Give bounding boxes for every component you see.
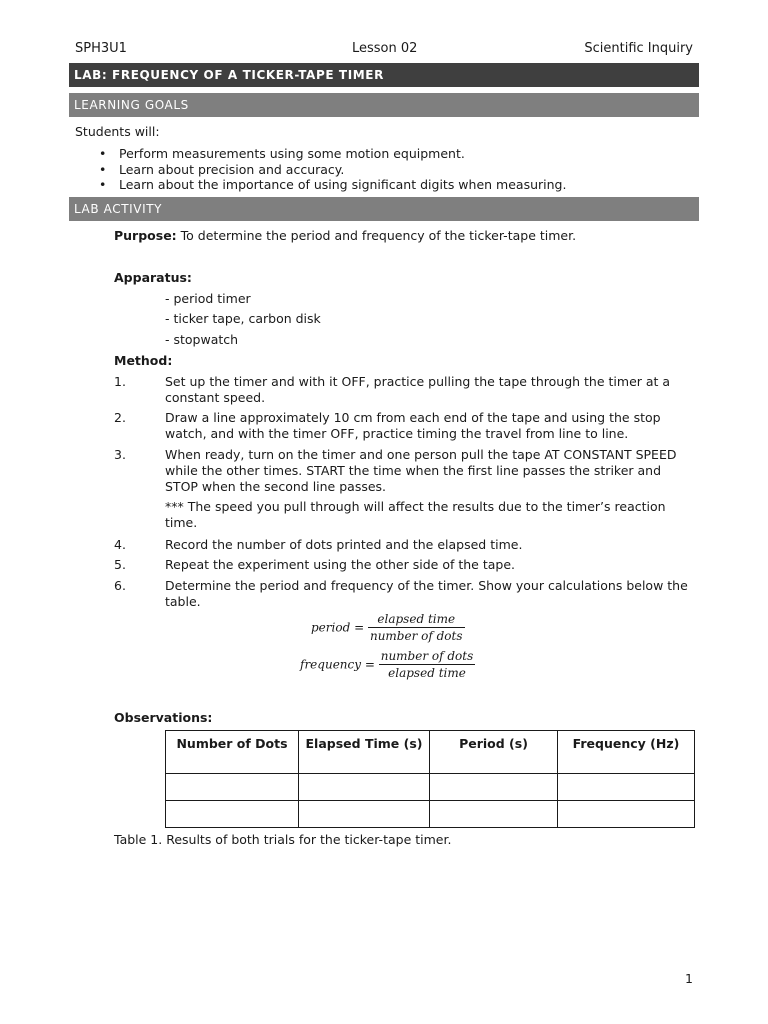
step-text: When ready, turn on the timer and one person pull the tape AT CONSTANT SPEED while the other times. START the time when the first line passes the striker and STOP when the second line passes. [165,447,677,494]
apparatus-item: - stopwatch [165,332,239,347]
purpose-text: To determine the period and frequency of the ticker-tape timer. [176,228,577,243]
period-formula [311,612,465,643]
goal-item: • Perform measurements using some motion equipment. [99,146,566,162]
method-label: Method: [114,353,173,368]
table-cell[interactable] [430,801,558,828]
step-number: 5. [114,557,126,572]
course-code: SPH3U1 [75,41,127,56]
table-row [166,774,695,801]
step-number: 6. [114,578,126,593]
frequency-formula [300,649,475,680]
table-cell[interactable] [299,801,430,828]
apparatus-item: - period timer [165,291,251,306]
goal-item: • Learn about precision and accuracy. [99,162,566,178]
lesson-number: Lesson 02 [352,41,418,56]
goal-item: • Learn about the importance of using significant digits when measuring. [99,177,566,193]
step-text: Set up the timer and with it OFF, practice pulling the tape through the timer at a constant speed. [165,374,671,405]
method-step [114,557,694,573]
column-header: Elapsed Time (s) [299,731,430,774]
goals-intro: Students will: [75,124,160,139]
step-text: Draw a line approximately 10 cm from each end of the tape and using the stop watch, and with the timer OFF, practice timing the travel from line to line. [165,410,661,441]
column-header: Number of Dots [166,731,299,774]
page-number: 1 [685,971,693,986]
method-step [114,537,694,553]
apparatus-item: - ticker tape, carbon disk [165,311,321,326]
goals-list [99,146,566,193]
lab-title-bar: LAB: FREQUENCY OF A TICKER-TAPE TIMER [69,63,699,87]
method-step [114,374,694,406]
frequency-numerator: number of dots [380,649,474,663]
step-number: 1. [114,374,126,389]
step-text: *** The speed you pull through will affect the results due to the timer’s reaction time. [165,499,666,530]
step-text: Repeat the experiment using the other side of the tape. [165,557,515,572]
purpose-label: Purpose: [114,228,177,243]
step-number: 4. [114,537,126,552]
frequency-denominator: elapsed time [388,666,466,680]
table-header-row [166,731,695,774]
table-caption: Table 1. Results of both trials for the ticker-tape timer. [114,832,452,847]
step-number: 3. [114,447,126,462]
lab-activity-bar: LAB ACTIVITY [69,197,699,221]
observations-label: Observations: [114,710,213,725]
column-header: Period (s) [430,731,558,774]
learning-goals-bar: LEARNING GOALS [69,93,699,117]
frequency-fraction [379,649,476,680]
table-cell[interactable] [166,774,299,801]
column-header: Frequency (Hz) [558,731,695,774]
method-note [114,499,694,531]
table-cell[interactable] [430,774,558,801]
method-step [114,410,694,442]
unit-name: Scientific Inquiry [584,41,693,56]
method-step [114,578,694,610]
table-cell[interactable] [299,774,430,801]
table-cell[interactable] [166,801,299,828]
period-numerator: elapsed time [368,612,465,628]
table-row [166,801,695,828]
step-text: Record the number of dots printed and the elapsed time. [165,537,523,552]
table-cell[interactable] [558,774,695,801]
step-text: Determine the period and frequency of the timer. Show your calculations below the table. [165,578,688,609]
frequency-lhs: frequency = [300,657,375,672]
apparatus-label: Apparatus: [114,270,192,285]
purpose [114,228,576,243]
table-cell[interactable] [558,801,695,828]
period-denominator: number of dots [369,629,463,643]
period-fraction [368,612,465,643]
period-lhs: period = [311,620,365,635]
method-step [114,447,694,495]
observations-table [165,730,695,828]
step-number: 2. [114,410,126,425]
